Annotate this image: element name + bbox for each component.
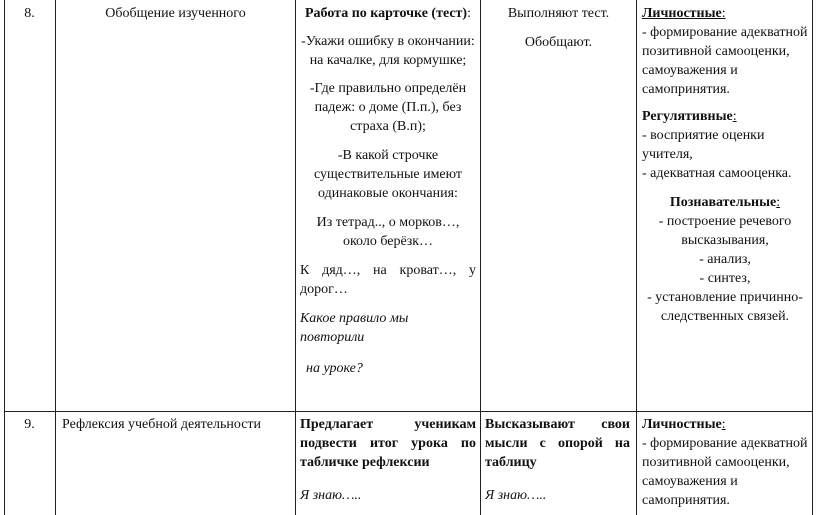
cognitive-item-3: - синтез, bbox=[699, 271, 751, 286]
personal-uud-text-2: - формирование адекватной позитивной самооценки, самоуважения и самопринятия. bbox=[642, 436, 808, 508]
task-1: -Укажи ошибку в окончании: на качалке, для кормушке; bbox=[301, 34, 475, 68]
task-3-example-1: Из тетрад.., о морков…, около берёзк… bbox=[316, 215, 460, 249]
column-divider-1 bbox=[55, 0, 56, 515]
column-divider-3 bbox=[480, 0, 481, 515]
regulatory-item-2: - адекватная самооценка. bbox=[642, 166, 792, 181]
cognitive-item-4: - установление причинно-следственных связей. bbox=[647, 290, 803, 324]
row-9-number: 9. bbox=[24, 417, 35, 432]
table-border-right bbox=[812, 0, 813, 515]
row-8-teacher-activity: Работа по карточке (тест): -Укажи ошибку в окончании: на качалке, для кормушке; -Где правильно определён падеж: о доме (П.п.), без страха (В.п); -В какой строчке существительные имеют одинаковые окончания: Из тетрад.., о морков…, около берёзк… К дяд…, на кроват…, у дорог… Какое правило мы повторили на уроке? bbox=[300, 6, 476, 376]
row-8-stage: Обобщение изученного bbox=[105, 6, 246, 21]
column-divider-4 bbox=[636, 0, 637, 515]
task-3-example-2: К дяд…, на кроват…, у дорог… bbox=[300, 263, 476, 297]
personal-uud-title: Личностные bbox=[642, 6, 722, 21]
task-2: -Где правильно определён падеж: о доме (П.п.), без страха (В.п); bbox=[309, 81, 467, 134]
teacher-note: Я знаю….. bbox=[300, 488, 362, 503]
personal-uud-text: - формирование адекватной позитивной самооценки, самоуважения и самопринятия. bbox=[642, 25, 808, 97]
row-8-number: 8. bbox=[24, 6, 35, 21]
students-line-1: Выполняют тест. bbox=[507, 6, 610, 21]
row-9-stage: Рефлексия учебной деятельности bbox=[62, 417, 262, 432]
regulatory-item-1: - восприятие оценки учителя, bbox=[642, 128, 765, 162]
row-divider bbox=[4, 411, 813, 412]
row-9-student-activity: Высказывают свои мысли с опорой на таблицу Я знаю….. bbox=[485, 417, 630, 503]
row-8-student-activity bbox=[481, 4, 636, 52]
students-line-2: Обобщают. bbox=[524, 35, 593, 50]
personal-uud-title-2: Личностные bbox=[642, 417, 722, 432]
task-3: -В какой строчке существительные имеют одинаковые окончания: bbox=[313, 148, 463, 201]
column-divider-2 bbox=[295, 0, 296, 515]
rule-question-2: на уроке? bbox=[306, 361, 363, 376]
cognitive-item-1: - построение речевого высказывания, bbox=[658, 214, 792, 248]
table-border-left bbox=[4, 0, 5, 515]
row-9-uud: Личностные: - формирование адекватной позитивной самооценки, самоуважения и самопринятия. bbox=[642, 417, 808, 508]
row-8-uud: Личностные: - формирование адекватной позитивной самооценки, самоуважения и самопринятия. Регулятивные: - восприятие оценки учителя, - адекватная самооценка. Познавательные: - построение речевого высказывания, - анализ, - синтез, - установление причинно-следственных связей. bbox=[642, 6, 808, 324]
rule-question-1: Какое правило мы повторили bbox=[300, 311, 409, 345]
cognitive-item-2: - анализ, bbox=[699, 252, 751, 267]
regulatory-uud-title: Регулятивные bbox=[642, 109, 733, 124]
card-work-title: Работа по карточке (тест) bbox=[305, 6, 468, 21]
cognitive-uud-title: Познавательные bbox=[669, 195, 777, 210]
student-note: Я знаю….. bbox=[485, 488, 547, 503]
row-9-teacher-activity: Предлагает ученикам подвести итог урока по табличке рефлексии Я знаю….. bbox=[300, 417, 476, 503]
